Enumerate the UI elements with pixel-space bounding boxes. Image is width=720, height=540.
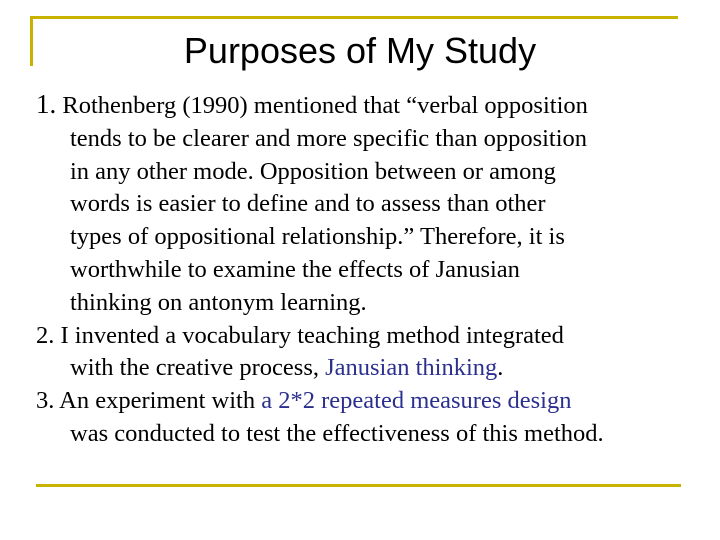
list-item-3 [36, 385, 692, 451]
item-text-plain: An experiment with [59, 387, 262, 415]
slide-title: Purposes of My Study [183, 30, 537, 71]
item-text-line: words is easier to define and to assess than other [70, 190, 546, 218]
item-number: 1. [36, 89, 57, 119]
bottom-accent-rule [36, 484, 681, 487]
item-text-line: I invented a vocabulary teaching method integrated [60, 321, 564, 349]
item-text-line: in any other mode. Opposition between or among [70, 157, 556, 185]
list-item-2 [36, 320, 692, 386]
highlighted-term: Janusian thinking [325, 354, 498, 382]
item-text-line: tends to be clearer and more specific than opposition [70, 124, 588, 152]
highlighted-term: a 2*2 repeated measures design [261, 387, 572, 415]
purpose-list [36, 88, 692, 451]
item-text-line: worthwhile to examine the effects of Janusian [70, 255, 520, 283]
item-text-line: thinking on antonym learning. [70, 288, 367, 316]
item-number: 3. [36, 387, 55, 415]
item-text-plain: . [497, 354, 504, 382]
item-number: 2. [36, 321, 55, 349]
list-item-1 [36, 88, 692, 320]
item-text-line [36, 352, 692, 385]
top-accent-rule [30, 16, 678, 19]
item-text-plain: with the creative process, [70, 354, 326, 382]
item-text-line: was conducted to test the effectiveness of this method. [70, 419, 604, 447]
item-text-line: types of oppositional relationship.” Therefore, it is [70, 223, 565, 251]
item-text-line: Rothenberg (1990) mentioned that “verbal opposition [62, 92, 588, 119]
